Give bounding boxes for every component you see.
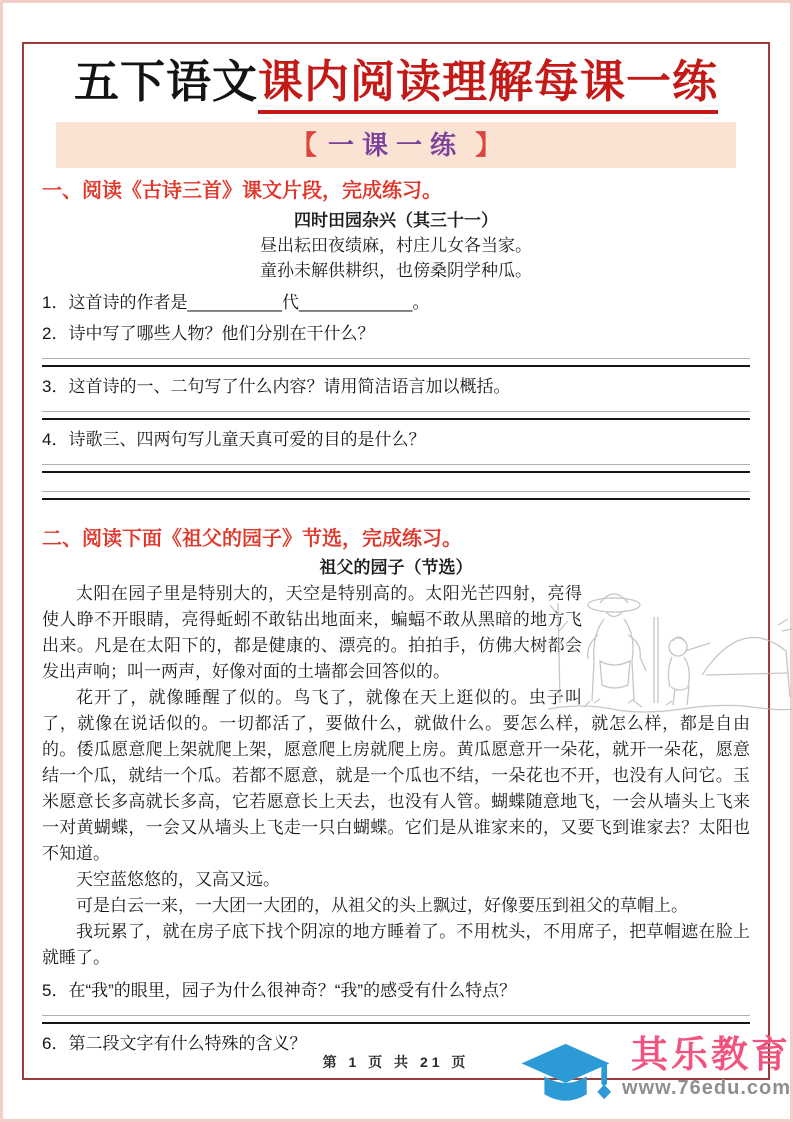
passage-title: 祖父的园子（节选）	[319, 558, 473, 577]
passage-paragraph: 天空蓝悠悠的，又高又远。	[76, 870, 280, 889]
brand-url: www.76edu.com	[622, 1077, 791, 1099]
answer-line	[42, 411, 750, 420]
brand-watermark	[520, 1034, 791, 1118]
banner-close-bracket: 】	[475, 130, 502, 160]
page-title-main: 课内阅读理解每课一练	[258, 56, 718, 114]
poem-block	[42, 208, 750, 283]
passage-paragraph: 我玩累了，就在房子底下找个阴凉的地方睡着了。不用枕头，不用席子，把草帽遮在脸上就睡了。	[42, 922, 750, 967]
answer-line	[42, 464, 750, 473]
passage-paragraph: 可是白云一来，一大团一大团的，从祖父的头上飘过，好像要压到祖父的草帽上。	[76, 896, 688, 915]
sketch-spacer	[582, 581, 750, 709]
passage-block	[42, 581, 750, 971]
answer-line	[42, 1015, 750, 1024]
section2-heading: 二、阅读下面《祖父的园子》节选，完成练习。	[42, 528, 462, 550]
question-3: 3．这首诗的一、二句写了什么内容？请用简洁语言加以概括。	[42, 377, 511, 396]
page-number: 第 1 页 共 21 页	[322, 1054, 470, 1070]
question-6: 6．第二段文字有什么特殊的含义？	[42, 1034, 307, 1053]
passage-paragraph: 花开了，就像睡醒了似的。鸟飞了，就像在天上逛似的。虫子叫了，就像在说话似的。一切都活了，要做什么，就做什么。要怎么样，就怎么样，都是自由的。倭瓜愿意爬上架就爬上架，愿意爬上房就爬上房。黄瓜愿意开一朵花，就开一朵花，愿意结一个瓜，就结一个瓜。若都不愿意，就是一个瓜也不结，一朵花也不开，也没有人问它。玉米愿意长多高就长多高，它若愿意长上天去，也没有人管。蝴蝶随意地飞，一会从墙头上飞来一对黄蝴蝶，一会又从墙头上飞走一只白蝴蝶。它们是从谁家来的，又要飞到谁家去？太阳也不知道。	[42, 688, 750, 863]
answer-line	[42, 358, 750, 367]
graduation-cap-icon	[520, 1038, 616, 1118]
brand-name: 其乐教育	[631, 1034, 791, 1075]
brand-text-block	[622, 1034, 791, 1100]
page-title-prefix: 五下语文	[73, 56, 258, 107]
poem-line: 昼出耘田夜绩麻，村庄儿女各当家。	[260, 236, 532, 255]
question-2: 2．诗中写了哪些人物？他们分别在干什么？	[42, 324, 375, 343]
question-5: 5．在“我”的眼里，园子为什么很神奇？“我”的感受有什么特点？	[42, 981, 517, 1000]
banner-label: 一课一练	[327, 130, 464, 160]
page-title	[42, 54, 750, 110]
lesson-banner	[56, 122, 736, 168]
poem-line: 童孙未解供耕织，也傍桑阴学种瓜。	[260, 261, 532, 280]
passage-paragraph: 太阳在园子里是特别大的，天空是特别高的。太阳光芒四射，亮得使人睁不开眼睛，亮得蚯蚓不敢钻出地面来，蝙蝠不敢从黑暗的地方飞出来。凡是在太阳下的，都是健康的、漂亮的。拍拍手，仿佛大树都会发出声响；叫一两声，好像对面的土墙都会回答似的。	[42, 584, 582, 681]
answer-line	[42, 491, 750, 500]
question-1: 1．这首诗的作者是__________代____________。	[42, 293, 430, 312]
section1-heading: 一、阅读《古诗三首》课文片段，完成练习。	[42, 180, 442, 202]
page-frame	[22, 42, 770, 1080]
question-4: 4．诗歌三、四两句写儿童天真可爱的目的是什么？	[42, 430, 426, 449]
poem-title: 四时田园杂兴（其三十一）	[294, 211, 498, 230]
banner-open-bracket: 【	[290, 130, 317, 160]
